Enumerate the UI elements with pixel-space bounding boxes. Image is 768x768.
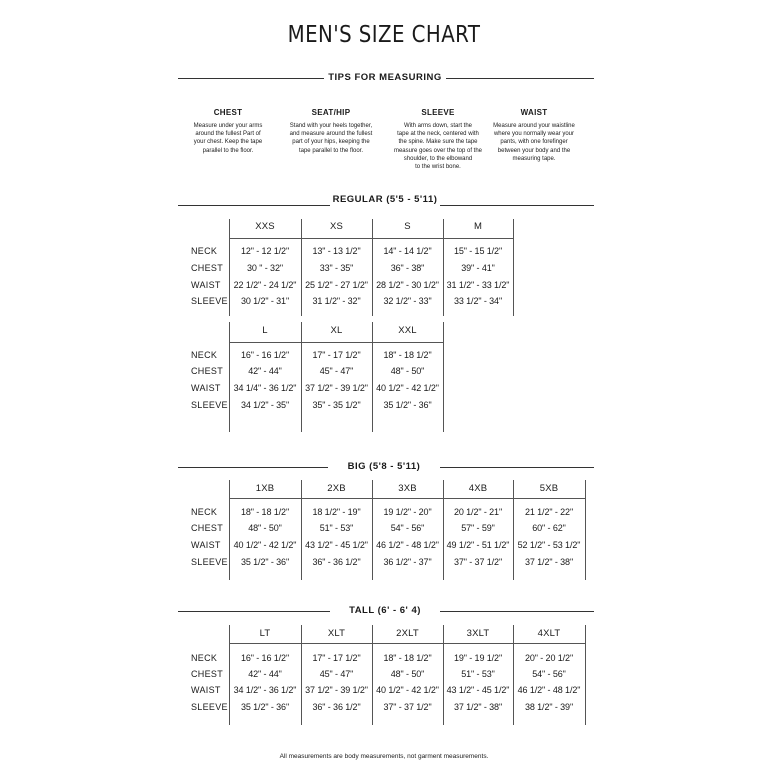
table-cell: 35 1/2" - 36" (240, 557, 290, 567)
table-cell: 20" - 20 1/2" (524, 653, 574, 663)
tip-sleeve (388, 108, 488, 171)
size-header: XXL (398, 325, 417, 336)
table-cell: 54" - 56" (532, 669, 566, 679)
table-cell: 15" - 15 1/2" (453, 246, 503, 256)
divider (446, 78, 594, 79)
table-cell: 40 1/2" - 42 1/2" (376, 383, 439, 393)
table-cell: 60" - 62" (532, 523, 566, 533)
table-cell: 35 1/2" - 36" (240, 702, 290, 712)
table-cell: 48" - 50" (248, 523, 282, 533)
tip-waist (484, 108, 584, 163)
table-cell: 19 1/2" - 20" (383, 507, 432, 517)
tip-label: SLEEVE (421, 108, 455, 117)
table-gridline (513, 219, 514, 316)
row-label-chest: CHEST (191, 366, 224, 376)
row-label-waist: WAIST (191, 383, 221, 393)
table-gridline (229, 238, 513, 239)
table-cell: 45" - 47" (319, 366, 354, 376)
table-cell: 35" - 35 1/2" (312, 400, 361, 410)
table-cell: 30 " - 32" (247, 263, 283, 273)
size-header: 4XB (468, 483, 488, 494)
row-label-chest: CHEST (191, 523, 224, 533)
table-cell: 28 1/2" - 30 1/2" (376, 280, 439, 290)
table-cell: 54" - 56" (390, 523, 425, 533)
table-cell: 48" - 50" (390, 669, 425, 679)
table-cell: 57" - 59" (461, 523, 495, 533)
table-cell: 40 1/2" - 42 1/2" (376, 685, 439, 695)
table-cell: 45" - 47" (319, 669, 354, 679)
table-cell: 33 1/2" - 34" (453, 296, 503, 306)
table-cell: 51" - 53" (319, 523, 354, 533)
table-cell: 21 1/2" - 22" (524, 507, 574, 517)
size-header: XL (330, 325, 343, 336)
table-cell: 37" - 37 1/2" (453, 557, 503, 567)
size-header: S (404, 221, 411, 232)
divider (178, 78, 324, 79)
row-label-sleeve: SLEEVE (191, 702, 228, 712)
table-cell: 12" - 12 1/2" (240, 246, 290, 256)
tip-text: Stand with your heels together, and measure around the fullest part of your hips, keeping the tape parallel to the floor. (289, 123, 373, 154)
table-cell: 48" - 50" (390, 366, 425, 376)
size-header: XLT (327, 628, 346, 639)
row-label-waist: WAIST (191, 685, 221, 695)
table-gridline (585, 625, 586, 725)
table-gridline (585, 480, 586, 580)
table-cell: 19" - 19 1/2" (453, 653, 503, 663)
row-label-sleeve: SLEEVE (191, 557, 228, 567)
row-label-sleeve: SLEEVE (191, 296, 228, 306)
table-cell: 52 1/2" - 53 1/2" (517, 540, 581, 550)
table-cell: 40 1/2" - 42 1/2" (233, 540, 297, 550)
table-cell: 25 1/2" - 27 1/2" (305, 280, 368, 290)
table-gridline (301, 322, 302, 432)
size-header: 3XLT (466, 628, 490, 639)
table-cell: 18 1/2" - 19" (312, 507, 361, 517)
table-cell: 32 1/2" - 33" (383, 296, 432, 306)
divider (178, 611, 330, 612)
tall-heading: TALL (6' - 6' 4) (349, 605, 421, 616)
row-label-chest: CHEST (191, 263, 224, 273)
table-cell: 34 1/2" - 36 1/2" (233, 685, 297, 695)
size-header: 5XB (539, 483, 559, 494)
table-cell: 18" - 18 1/2" (240, 507, 290, 517)
table-cell: 39" - 41" (461, 263, 495, 273)
table-gridline (229, 342, 443, 343)
table-gridline (229, 498, 585, 499)
regular-heading: REGULAR (5'5 - 5'11) (332, 194, 438, 205)
table-gridline (372, 322, 373, 432)
tip-label: WAIST (520, 108, 548, 117)
size-header: 1XB (255, 483, 275, 494)
table-cell: 46 1/2" - 48 1/2" (376, 540, 439, 550)
size-header: 2XB (327, 483, 346, 494)
size-header: 4XLT (537, 628, 561, 639)
table-cell: 14" - 14 1/2" (383, 246, 432, 256)
size-header: M (473, 221, 483, 232)
table-cell: 51" - 53" (461, 669, 495, 679)
table-cell: 13" - 13 1/2" (312, 246, 361, 256)
tip-label: SEAT/HIP (311, 108, 351, 117)
table-cell: 37 1/2" - 39 1/2" (305, 685, 368, 695)
table-cell: 38 1/2" - 39" (524, 702, 574, 712)
size-header: XXS (255, 221, 275, 232)
table-cell: 31 1/2" - 32" (312, 296, 361, 306)
divider (178, 467, 328, 468)
table-gridline (229, 322, 230, 432)
tip-text: Measure around your waistline where you normally wear your pants, with one forefinger between your body and the measuring tape. (493, 123, 575, 162)
table-cell: 17" - 17 1/2" (312, 653, 361, 663)
table-cell: 37" - 37 1/2" (383, 702, 432, 712)
table-cell: 34 1/2" - 35" (240, 400, 290, 410)
size-header: L (262, 325, 268, 336)
table-cell: 36" - 38" (390, 263, 425, 273)
table-cell: 36" - 36 1/2" (312, 702, 361, 712)
row-label-neck: NECK (191, 507, 218, 517)
table-cell: 46 1/2" - 48 1/2" (517, 685, 581, 695)
table-cell: 20 1/2" - 21" (453, 507, 503, 517)
table-gridline (229, 643, 585, 644)
table-cell: 36" - 36 1/2" (312, 557, 361, 567)
row-label-neck: NECK (191, 246, 218, 256)
table-cell: 37 1/2" - 38" (453, 702, 503, 712)
size-header: XS (329, 221, 344, 232)
table-cell: 22 1/2" - 24 1/2" (233, 280, 297, 290)
table-cell: 43 1/2" - 45 1/2" (305, 540, 368, 550)
big-heading: BIG (5'8 - 5'11) (347, 461, 421, 472)
table-cell: 18" - 18 1/2" (383, 350, 432, 360)
row-label-neck: NECK (191, 350, 218, 360)
size-header: 3XB (398, 483, 417, 494)
table-cell: 17" - 17 1/2" (312, 350, 361, 360)
row-label-sleeve: SLEEVE (191, 400, 228, 410)
row-label-neck: NECK (191, 653, 218, 663)
size-header: LT (259, 628, 271, 639)
tip-text: Measure under your arms around the fullest Part of your chest. Keep the tape parallel to the floor. (193, 123, 263, 154)
table-gridline (443, 322, 444, 432)
size-header: 2XLT (396, 628, 419, 639)
table-cell: 30 1/2" - 31" (240, 296, 290, 306)
tip-seat-hip (280, 108, 382, 155)
divider (178, 205, 330, 206)
table-cell: 42" - 44" (248, 669, 282, 679)
divider (440, 611, 594, 612)
table-cell: 37 1/2" - 39 1/2" (305, 383, 368, 393)
tip-label: CHEST (213, 108, 243, 117)
row-label-chest: CHEST (191, 669, 224, 679)
table-cell: 37 1/2" - 38" (524, 557, 574, 567)
table-cell: 43 1/2" - 45 1/2" (446, 685, 510, 695)
table-cell: 16" - 16 1/2" (240, 653, 290, 663)
tips-heading: TIPS FOR MEASURING (328, 72, 442, 83)
table-cell: 42" - 44" (248, 366, 282, 376)
divider (440, 467, 594, 468)
row-label-waist: WAIST (191, 540, 221, 550)
tip-text: With arms down, start the tape at the neck, centered with the spine. Make sure the tape measure goes over the top of the shoulder, to the elbowand to the wrist bone. (393, 123, 483, 171)
page-title: MEN'S SIZE CHART (287, 22, 481, 48)
table-cell: 34 1/4" - 36 1/2" (233, 383, 297, 393)
table-cell: 31 1/2" - 33 1/2" (446, 280, 510, 290)
table-cell: 49 1/2" - 51 1/2" (446, 540, 510, 550)
row-label-waist: WAIST (191, 280, 221, 290)
table-cell: 36 1/2" - 37" (383, 557, 432, 567)
table-cell: 35 1/2" - 36" (383, 400, 432, 410)
footnote: All measurements are body measurements, not garment measurements. (279, 753, 489, 760)
table-cell: 16" - 16 1/2" (240, 350, 290, 360)
table-cell: 33" - 35" (319, 263, 354, 273)
divider (440, 205, 594, 206)
tip-chest (178, 108, 278, 155)
table-cell: 18" - 18 1/2" (383, 653, 432, 663)
